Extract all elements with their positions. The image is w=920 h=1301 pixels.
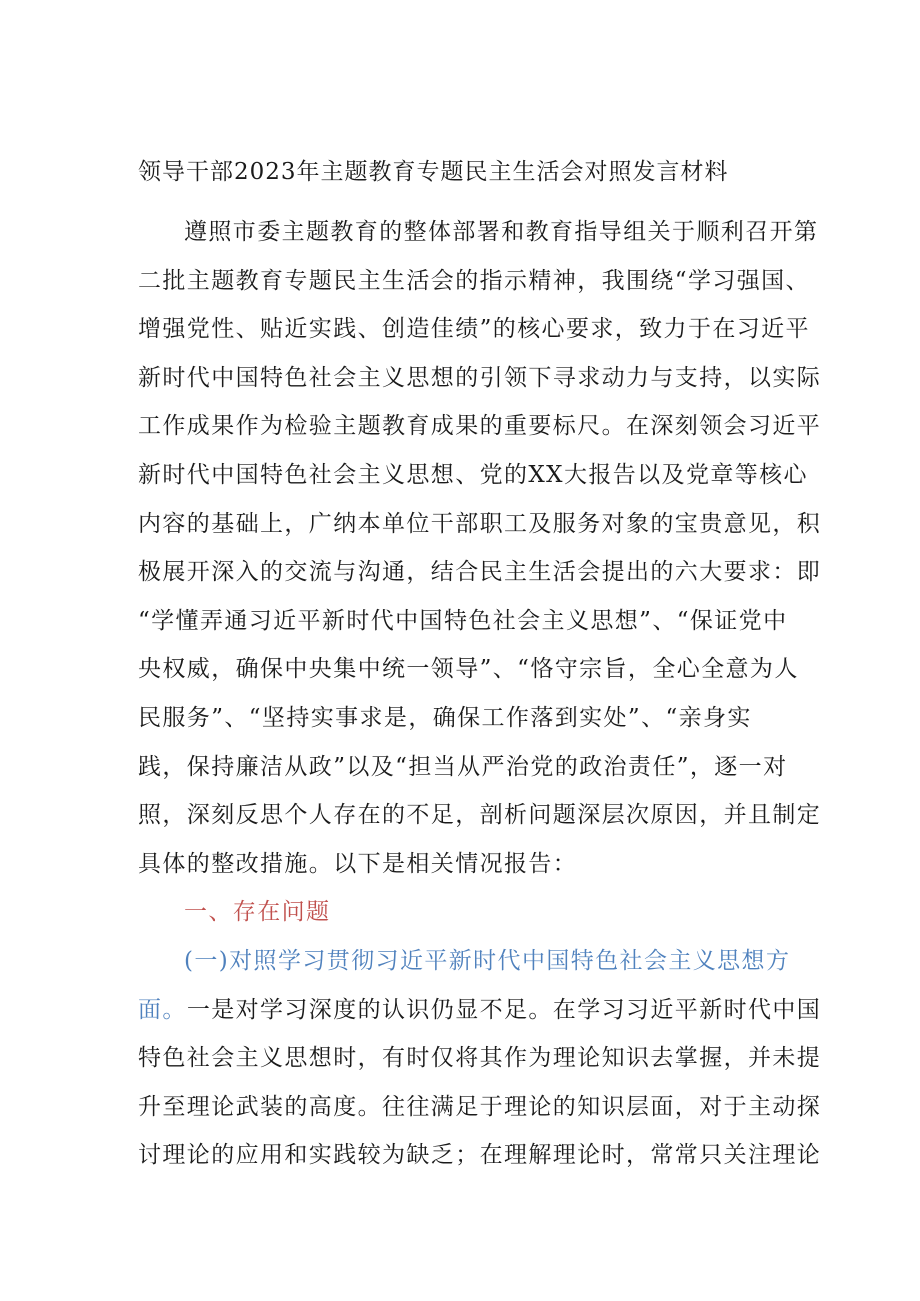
section-heading: 一、存在问题: [184, 899, 331, 926]
paragraph-line: 极展开深入的交流与沟通，结合民主生活会提出的六大要求：即: [138, 559, 822, 586]
paragraph-line: “学懂弄通习近平新时代中国特色社会主义思想”、“保证党中: [138, 607, 788, 634]
paragraph-line: 新时代中国特色社会主义思想、党的XX大报告以及党章等核心: [138, 461, 808, 488]
paragraph-line: 遵照市委主题教育的整体部署和教育指导组关于顺利召开第: [184, 219, 819, 245]
subsection-heading-end: 面。: [138, 996, 187, 1023]
paragraph-line: 升至理论武装的高度。往往满足于理论的知识层面，对于主动探: [138, 1093, 822, 1120]
paragraph-line: [138, 986, 822, 1035]
paragraph-line: 践，保持廉洁从政”以及“担当从严治党的政治责任”，逐一对: [138, 753, 788, 780]
document-title: 领导干部2023年主题教育专题民主生活会对照发言材料: [138, 159, 729, 185]
paragraph-line: 二批主题教育专题民主生活会的指示精神，我围绕“学习强国、: [138, 267, 810, 294]
paragraph-line: 央权威，确保中央集中统一领导”、“恪守宗旨，全心全意为人: [138, 656, 799, 683]
subsection-heading: (一)对照学习贯彻习近平新时代中国特色社会主义思想方: [184, 947, 791, 974]
paragraph-line: 民服务”、“坚持实事求是，确保工作落到实处”、“亲身实: [138, 704, 752, 731]
paragraph-line: 新时代中国特色社会主义思想的引领下寻求动力与支持，以实际: [138, 364, 822, 391]
paragraph-line: 特色社会主义思想时，有时仅将其作为理论知识去掌握，并未提: [138, 1045, 822, 1072]
document-body: [138, 208, 822, 1180]
paragraph-text: 一是对学习深度的认识仍显不足。在学习习近平新时代中国: [186, 996, 822, 1023]
paragraph-line: 照，深刻反思个人存在的不足，剖析问题深层次原因，并且制定: [138, 802, 822, 829]
paragraph-line: 内容的基础上，广纳本单位干部职工及服务对象的宝贵意见，积: [138, 510, 822, 537]
paragraph-line: 工作成果作为检验主题教育成果的重要标尺。在深刻领会习近平: [138, 413, 822, 440]
paragraph-line: 具体的整改措施。以下是相关情况报告：: [138, 850, 578, 877]
paragraph-line: 增强党性、贴近实践、创造佳绩”的核心要求，致力于在习近平: [138, 316, 810, 343]
paragraph-line: 讨理论的应用和实践较为缺乏；在理解理论时，常常只关注理论: [138, 1142, 822, 1169]
